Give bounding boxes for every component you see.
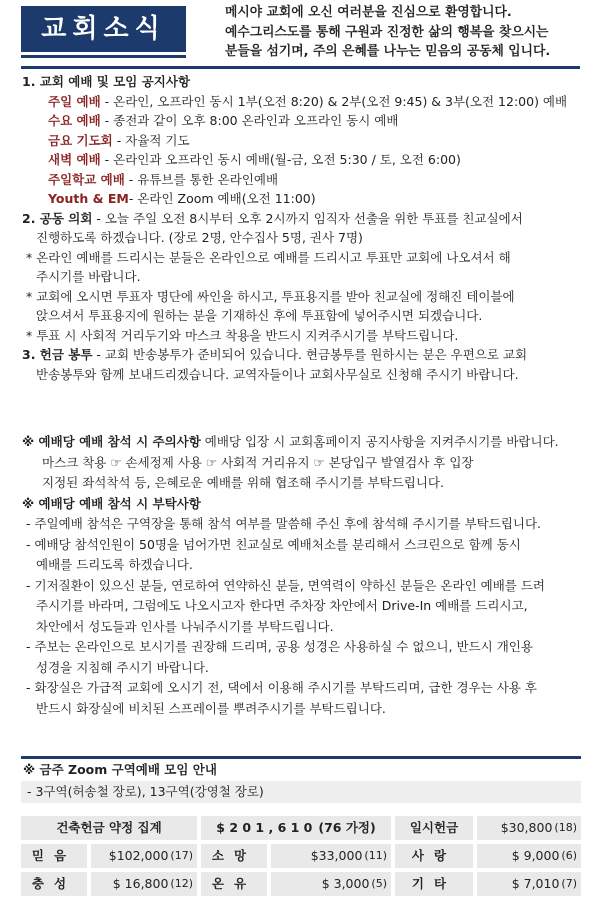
item-text: - 종전과 같이 오후 8:00 온라인과 오프라인 동시 예배 (100, 113, 399, 128)
notice-heading (22, 432, 582, 453)
intro-line: 예수그리스도를 통해 구원과 진정한 삶의 행복을 찾으시는 (225, 24, 549, 40)
welcome-intro (225, 3, 595, 62)
item-continuation: 진행하도록 하겠습니다. (장로 2명, 안수집사 5명, 권사 7명) (36, 230, 363, 245)
count: (11) (364, 849, 387, 862)
count: (18) (554, 821, 577, 834)
table-row (21, 872, 581, 898)
item-label: Youth & EM (48, 191, 129, 206)
pledge-amount-cell (201, 816, 391, 840)
note-continuation: 앉으셔서 투표용지에 원하는 분을 기재하신 후에 투표함에 넣어주시면 되겠습니다. (36, 308, 483, 323)
count: (17) (170, 849, 193, 862)
special-offering-value (477, 816, 581, 840)
notice-title: ※ 예배당 예배 참석 시 주의사항 (22, 434, 201, 449)
worship-schedule-section (22, 72, 582, 384)
request-item: - 예배당 참석인원이 50명을 넘어가면 친교실로 예배처소를 분리해서 스크린으로 함께 동시 (26, 536, 521, 552)
note-line: * 온라인 예배를 드리시는 분들은 온라인으로 예배를 드리시고 투표만 교회에 나오셔서 해 (26, 249, 511, 265)
item-label: 금요 기도회 (48, 132, 113, 148)
group-value (91, 844, 197, 868)
section-title: 1. 교회 예배 및 모임 공지사항 (22, 74, 191, 89)
item-label: 3. 헌금 봉투 (22, 347, 93, 362)
group-value (91, 872, 197, 896)
request-continuation: 차안에서 성도들과 인사를 나눠주시기를 부탁드립니다. (36, 618, 334, 634)
amount: $ 9,000 (511, 848, 560, 863)
request-item: - 기저질환이 있으신 분들, 연로하여 연약하신 분들, 면역력이 약하신 분들은 온라인 예배를 드려 (26, 577, 545, 593)
amount: $ 3,000 (321, 876, 370, 891)
item-text: - 자율적 기도 (112, 132, 190, 148)
request-continuation: 예배를 드리도록 하겠습니다. (36, 557, 193, 572)
item-text: - 온라인, 오프라인 동시 1부(오전 8:20) & 2부(오전 9:45) & 3부(오전 12:00) 예배 (100, 93, 568, 109)
item-label: 새벽 예배 (48, 152, 101, 167)
intro-line: 분들을 섬기며, 주의 은혜를 나누는 믿음의 공동체 입니다. (225, 44, 551, 59)
table-row (21, 844, 581, 870)
list-item (22, 170, 582, 190)
special-offering-label: 일시헌금 (395, 816, 473, 840)
request-item: - 주보는 온라인으로 보시기를 권장해 드리며, 공용 성경은 사용하실 수 없으니, 반드시 개인용 (26, 639, 533, 654)
attendance-notice (22, 432, 582, 719)
offering-summary-table (21, 816, 581, 898)
group-value (271, 872, 391, 896)
zoom-meeting-section (21, 756, 581, 803)
count: (12) (170, 877, 193, 890)
item-label: 수요 예배 (48, 113, 101, 128)
notice-line: 지정된 좌석착석 등, 은혜로운 예배를 위해 협조해 주시기를 부탁드립니다. (42, 475, 444, 490)
request-item: - 주일예배 참석은 구역장을 통해 참석 여부를 말씀해 주신 후에 참석해 주시기를 부탁드립니다. (26, 516, 542, 531)
group-value (477, 872, 581, 896)
count: (6) (561, 849, 577, 862)
request-continuation: 주시기를 바라며, 그럼에도 나오시고자 한다면 주차장 차안에서 Drive-In 예배를 드리시고, (36, 598, 528, 613)
notice-line: 마스크 착용 ☞ 손세정제 사용 ☞ 사회적 거리유지 ☞ 본당입구 발열검사 후 입장 (42, 454, 474, 470)
group-value (477, 844, 581, 868)
group-value (271, 844, 391, 868)
amount: $33,000 (310, 848, 363, 863)
item-label: 2. 공동 의회 (22, 210, 93, 226)
group-label: 충성 (21, 872, 87, 896)
intro-line: 메시야 교회에 오신 여러분을 진심으로 환영합니다. (225, 5, 512, 20)
list-item (22, 111, 582, 131)
note-line: * 투표 시 사회적 거리두기와 마스크 착용을 반드시 지켜주시기를 부탁드립니다. (26, 327, 459, 343)
item-label: 주일학교 예배 (48, 171, 125, 187)
amount: $ 7,010 (511, 876, 560, 891)
group-label: 사랑 (395, 844, 473, 868)
note-continuation: 주시기를 바랍니다. (36, 269, 141, 284)
group-label: 기타 (395, 872, 473, 896)
pledge-label: 건축헌금 약정 집계 (21, 816, 197, 840)
header-divider (21, 66, 580, 69)
offering-envelope-item (22, 345, 582, 365)
zoom-body: - 3구역(허송철 장로), 13구역(강영철 장로) (21, 781, 581, 803)
pledge-count: (76 가정) (318, 820, 376, 835)
amount: $102,000 (108, 848, 169, 863)
page-header (0, 0, 601, 70)
item-text: - 유튜브를 통한 온라인예배 (124, 171, 279, 187)
item-text: - 온라인과 오프라인 동시 예배(월-금, 오전 5:30 / 토, 오전 6:00) (100, 152, 461, 167)
group-label: 온유 (201, 872, 267, 896)
amount: $30,800 (500, 820, 553, 835)
request-item: - 화장실은 가급적 교회에 오시기 전, 댁에서 이용해 주시기를 부탁드리며, 급한 경우는 사용 후 (26, 680, 537, 695)
list-item (22, 92, 582, 112)
item-text: - 온라인 Zoom 예배(오전 11:00) (128, 191, 316, 206)
list-item (22, 131, 582, 151)
pledge-amount: $ 2 0 1 , 6 1 0 (216, 820, 313, 835)
table-row (21, 816, 581, 842)
group-label: 믿음 (21, 844, 87, 868)
list-item (22, 150, 582, 170)
amount: $ 16,800 (112, 876, 169, 891)
list-item (22, 189, 582, 209)
notice-title: ※ 예배당 예배 참석 시 부탁사항 (22, 495, 201, 511)
request-continuation: 반드시 화장실에 비치된 스프레이를 뿌려주시기를 부탁드립니다. (36, 700, 386, 716)
page-title: 교회소식 (21, 6, 186, 52)
notice-text: 예배당 입장 시 교회홈페이지 공지사항을 지켜주시기를 바랍니다. (200, 434, 559, 449)
note-line: * 교회에 오시면 투표자 명단에 싸인을 하시고, 투표용지를 받아 친교실에 정해진 테이블에 (26, 288, 515, 304)
congregation-meeting-item (22, 209, 582, 229)
count: (7) (561, 877, 577, 890)
item-label: 주일 예배 (48, 93, 101, 109)
request-continuation: 성경을 지침해 주시기 바랍니다. (36, 659, 209, 675)
zoom-title: ※ 금주 Zoom 구역예배 모임 안내 (23, 762, 217, 777)
group-label: 소망 (201, 844, 267, 868)
count: (5) (371, 877, 387, 890)
item-text: - 오늘 주일 오전 8시부터 오후 2시까지 임직자 선출을 위한 투표를 친교실에서 (92, 210, 523, 226)
item-text: - 교회 반송봉투가 준비되어 있습니다. 현금봉투를 원하시는 분은 우편으로 교회 (92, 347, 528, 362)
item-continuation: 반송봉투와 함께 보내드리겠습니다. 교역자들이나 교회사무실로 신청해 주시기 바랍니다. (36, 366, 519, 382)
